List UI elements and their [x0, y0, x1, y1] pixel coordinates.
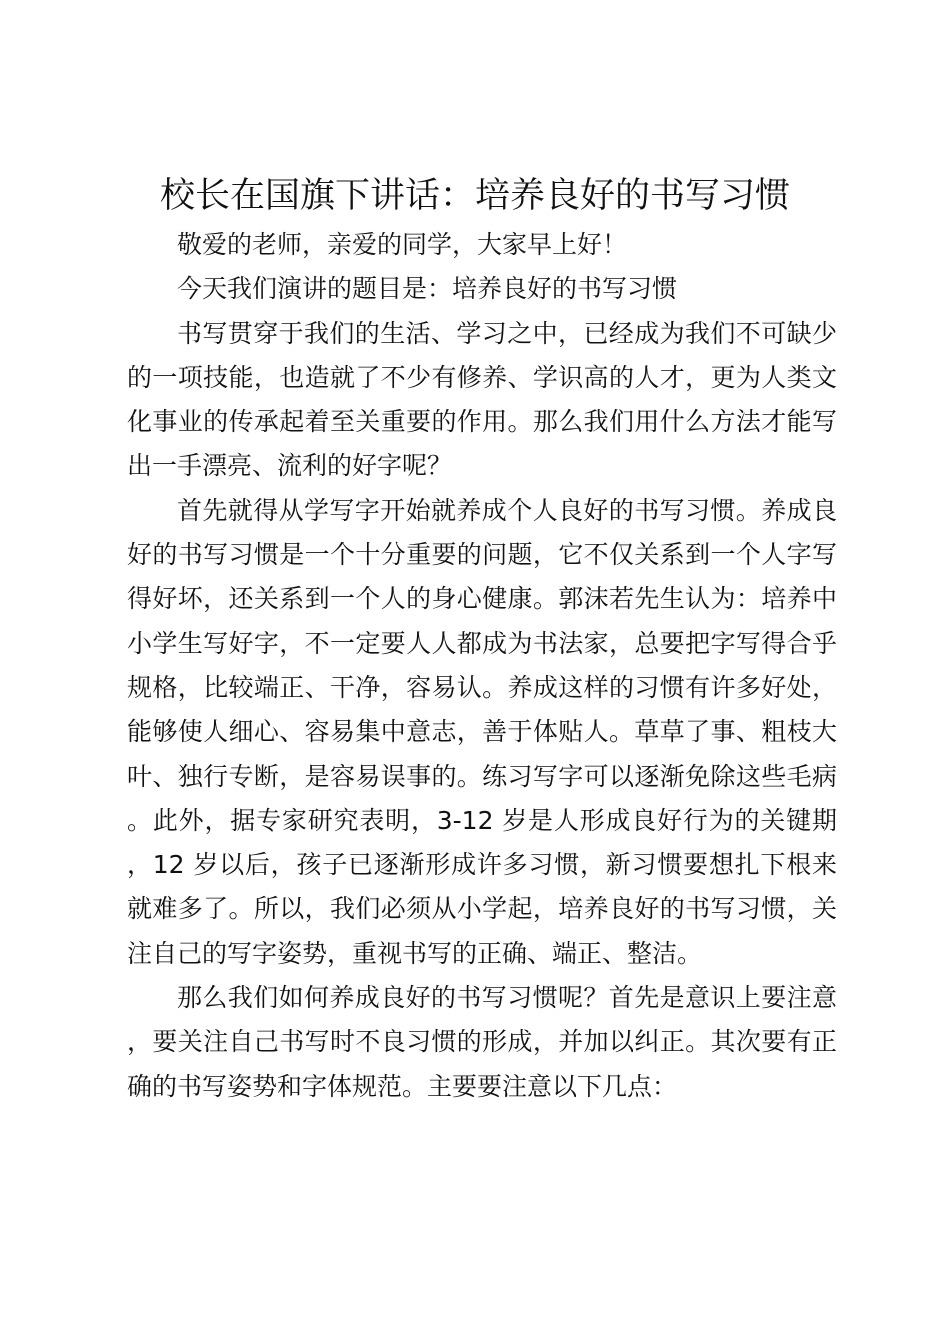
body-paragraph-3: 那么我们如何养成良好的书写习惯呢？首先是意识上要注意，要关注自己书写时不良习惯的形成，并加以纠正。其次要有正确的书写姿势和字体规范。主要要注意以下几点：: [127, 983, 837, 1101]
body-paragraph-2: 首先就得从学写字开始就养成个人良好的书写习惯。养成良好的书写习惯是一个十分重要的问题，它不仅关系到一个人字写得好坏，还关系到一个人的身心健康。郭沫若先生认为：培养中小学生写好字，不一定要人人都成为书法家，总要把字写得合乎规格，比较端正、干净，容易认。养成这样的习惯有许多好处，能够使人细心、容易集中意志，善于体贴人。草草了事、粗枝大叶、独行专断，是容易误事的。练习写字可以逐渐免除这些毛病。此外，据专家研究表明，3-12 岁是人形成良好行为的关键期，12 岁以后，孩子已逐渐形成许多习惯，新习惯要想扎下根来就难多了。所以，我们必须从小学起，培养良好的书写习惯，关注自己的写字姿势，重视书写的正确、端正、整洁。: [127, 495, 837, 968]
body-paragraph-1: 书写贯穿于我们的生活、学习之中，已经成为我们不可缺少的一项技能，也造就了不少有修养、学识高的人才，更为人类文化事业的传承起着至关重要的作用。那么我们用什么方法才能写出一手漂亮、流利的好字呢？: [127, 318, 837, 481]
topic-paragraph: 今天我们演讲的题目是：培养良好的书写习惯: [177, 274, 678, 304]
greeting-paragraph: 敬爱的老师，亲爱的同学，大家早上好！: [177, 230, 628, 259]
document-title: 校长在国旗下讲话：培养良好的书写习惯: [159, 176, 790, 216]
document-body: [127, 223, 837, 1109]
